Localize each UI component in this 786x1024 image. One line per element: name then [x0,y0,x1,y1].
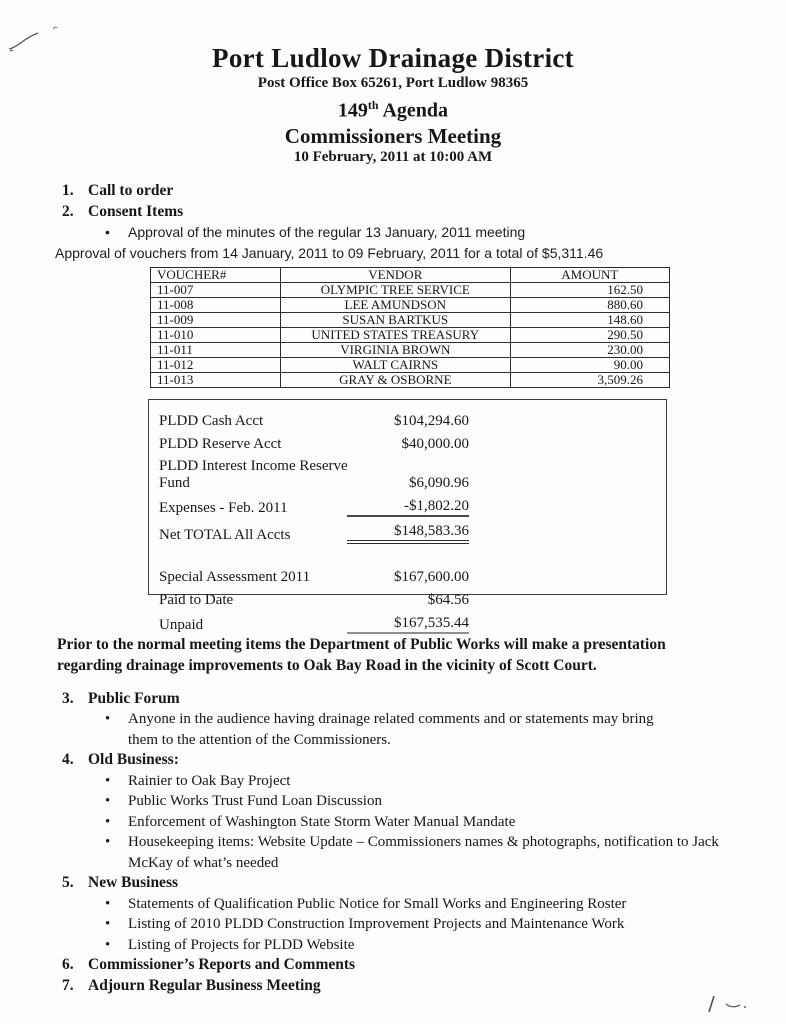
vendor-name: OLYMPIC TREE SERVICE [280,282,510,297]
item-number: 7. [62,976,74,994]
account-row-reserve [159,435,469,453]
bullet-text: Approval of the minutes of the regular 13 January, 2011 meeting [128,223,526,240]
account-row-unpaid [159,614,469,634]
table-row [151,372,670,387]
account-row-paid [159,591,469,609]
agenda-item-7 [62,976,786,997]
bullet-icon: • [105,895,111,912]
item-title: Public Forum [88,689,180,707]
account-amount: -$1,802.20 [347,497,469,517]
vendor-name: VIRGINIA BROWN [280,342,510,357]
item-number: 2. [62,202,74,220]
account-label: PLDD Interest Income Reserve Fund [159,457,348,491]
voucher-table [150,267,670,388]
account-amount: $64.56 [427,591,469,608]
vendor-name: GRAY & OSBORNE [280,372,510,387]
meeting-datetime: 10 February, 2011 at 10:00 AM [293,148,493,165]
agenda-item-1 [62,180,786,201]
vendor-name: LEE AMUNDSON [280,297,510,312]
bullet-text: Rainier to Oak Bay Project [128,772,291,789]
amount-value: 230.00 [510,342,669,357]
bullet-icon: • [105,813,111,830]
voucher-number: 11-011 [151,342,281,357]
vendor-name: SUSAN BARTKUS [280,312,510,327]
account-amount: $167,600.00 [394,568,469,585]
item-title: Adjourn Regular Business Meeting [88,976,321,994]
list-item [105,935,786,956]
list-item [105,832,786,873]
agenda-item-2 [62,201,786,222]
column-header-voucher: VOUCHER# [151,267,281,282]
agenda-ordinal: th [367,98,379,112]
item-number: 4. [62,751,74,769]
list-item [105,771,786,792]
bullet-text: Enforcement of Washington State Storm Water Manual Mandate [128,813,516,830]
agenda-item-3 [62,689,786,710]
meeting-type: Commissioners Meeting [284,123,502,148]
agenda-item-4 [62,750,786,771]
item-title: Commissioner’s Reports and Comments [88,956,356,974]
amount-value: 3,509.26 [510,372,669,387]
bullet-text: Statements of Qualification Public Notice for Small Works and Engineering Roster [128,895,627,912]
pen-mark-icon [6,24,76,54]
amount-value: 880.60 [510,297,669,312]
accounts-summary-box [148,399,667,633]
item-title: Consent Items [88,202,184,220]
bullet-icon: • [105,772,111,789]
presentation-notice: Prior to the normal meeting items the Department of Public Works will make a presentation regarding drainage improvements to Oak Bay Road in the vicinity of Scott Court. [57,635,666,674]
column-header-amount: AMOUNT [510,267,669,282]
account-amount: $148,583.36 [347,522,469,544]
bullet-icon: • [105,916,111,933]
list-item [105,791,786,812]
bullet-text: Housekeeping items: Website Update – Commissioners names & photographs, notification to Jack McKay of what’s needed [128,834,719,871]
bullet-text: Listing of 2010 PLDD Construction Improvement Projects and Maintenance Work [128,916,625,933]
account-row-expenses [159,497,469,517]
voucher-number: 11-013 [151,372,281,387]
vendor-name: UNITED STATES TREASURY [280,327,510,342]
account-row-interest [159,458,469,492]
item-number: 5. [62,874,74,892]
amount-value: 90.00 [510,357,669,372]
document-header [0,0,786,167]
bullet-icon: • [105,936,111,953]
voucher-number: 11-008 [151,297,281,312]
bullet-icon: • [105,223,110,240]
voucher-number: 11-007 [151,282,281,297]
voucher-number: 11-009 [151,312,281,327]
account-label: Special Assessment 2011 [159,568,311,585]
table-row [151,297,670,312]
address-line: Post Office Box 65261, Port Ludlow 98365 [257,75,529,91]
voucher-number: 11-010 [151,327,281,342]
vouchers-approval-line: Approval of vouchers from 14 January, 2011 to 09 February, 2011 for a total of $5,311.46 [55,244,604,261]
item-title: Call to order [88,181,174,199]
item-number: 1. [62,181,74,199]
list-item [105,709,786,750]
item-title: New Business [88,874,179,892]
item-number: 6. [62,956,74,974]
bullet-icon: • [105,834,111,851]
table-row [151,357,670,372]
account-amount: $104,294.60 [394,412,469,429]
bullet-text: Anyone in the audience having drainage related comments and or statements may bring them to the attention of the Commissioners. [128,711,654,748]
voucher-number: 11-012 [151,357,281,372]
table-row [151,312,670,327]
amount-value: 162.50 [510,282,669,297]
pen-mark-icon [698,990,768,1020]
account-amount: $6,090.96 [409,474,469,491]
page-title: Port Ludlow Drainage District [212,43,574,73]
bullet-icon: • [105,793,111,810]
column-header-vendor: VENDOR [280,267,510,282]
table-row [151,342,670,357]
item-title: Old Business: [88,751,179,769]
item-number: 3. [62,689,74,707]
table-row [151,282,670,297]
account-label: Unpaid [159,616,204,633]
list-item [105,222,786,243]
account-label: Expenses - Feb. 2011 [159,499,288,516]
account-label: Net TOTAL All Accts [159,526,291,543]
table-header-row [151,267,670,282]
list-item [105,914,786,935]
account-label: Paid to Date [159,591,234,608]
amount-value: 148.60 [510,312,669,327]
account-label: PLDD Reserve Acct [159,435,282,452]
agenda-number-line [0,93,786,124]
agenda-word: Agenda [378,99,449,122]
bullet-icon: • [105,711,111,728]
account-label: PLDD Cash Acct [159,412,264,429]
account-row-assessment [159,568,469,586]
account-amount: $167,535.44 [347,614,469,634]
agenda-item-5 [62,873,786,894]
account-amount: $40,000.00 [401,435,469,452]
list-item [105,812,786,833]
bullet-text: Listing of Projects for PLDD Website [128,936,355,953]
agenda-list-bottom [0,689,786,997]
amount-value: 290.50 [510,327,669,342]
account-row-cash [159,412,469,430]
list-item [105,894,786,915]
agenda-item-6 [62,955,786,976]
agenda-number: 149 [337,99,368,122]
agenda-list-top [0,180,786,264]
vendor-name: WALT CAIRNS [280,357,510,372]
bullet-text: Public Works Trust Fund Loan Discussion [128,793,382,810]
account-row-net-total [159,522,469,544]
table-row [151,327,670,342]
